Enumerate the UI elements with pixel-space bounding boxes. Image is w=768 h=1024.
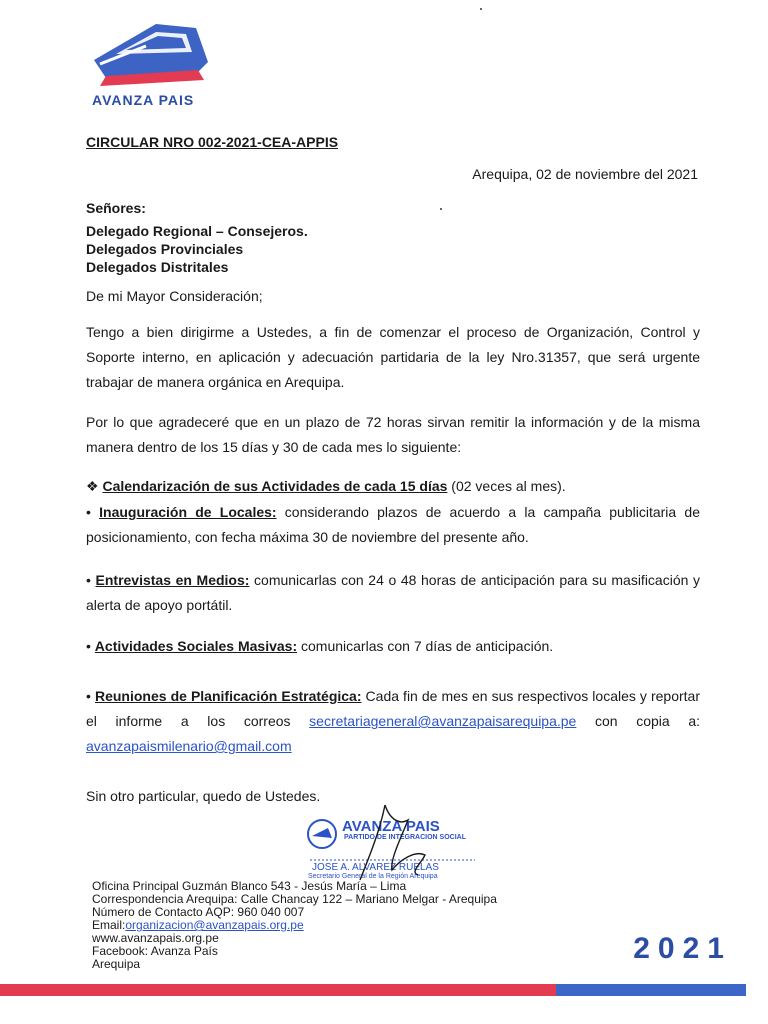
addressee-line: Delegados Distritales xyxy=(86,259,229,275)
body-paragraph: Tengo a bien dirigirme a Ustedes, a fin de comenzar el proceso de Organización, Control y Soporte interno, en aplicación y adecuación partidaria de la ley Nro.31357, que será urgente trabajar de manera orgánica en Arequipa. xyxy=(86,324,700,390)
list-item xyxy=(86,500,700,550)
logo-text: AVANZA PAIS xyxy=(92,92,195,108)
item-title: Inauguración de Locales: xyxy=(99,504,277,520)
stamp-signer: JOSE A. ALVAREZ RUELAS xyxy=(312,862,439,873)
list-item xyxy=(86,634,700,659)
addressee-line: Delegados Provinciales xyxy=(86,241,244,257)
footer-correspondence: Correspondencia Arequipa: Calle Chancay 122 – Mariano Melgar - Arequipa xyxy=(92,892,497,906)
circular-title: CIRCULAR NRO 002-2021-CEA-APPIS xyxy=(86,134,339,150)
footer-city: Arequipa xyxy=(92,957,141,971)
footer-email: Email:organizacion@avanzapais.org.pe xyxy=(92,918,304,932)
list-item xyxy=(86,684,700,759)
footer-office: Oficina Principal Guzmán Blanco 543 - Jesús María – Lima xyxy=(92,879,407,893)
item-text: comunicarlas con 7 días de anticipación. xyxy=(297,638,554,654)
footer-bar-red xyxy=(0,984,556,996)
footer-contact xyxy=(92,880,497,971)
date-line: Arequipa, 02 de noviembre del 2021 xyxy=(472,166,698,182)
footer-facebook: Facebook: Avanza País xyxy=(92,944,218,958)
salutation: Señores: xyxy=(86,200,146,216)
item-text: comunicarlas con 24 o 48 horas de anticipación para su masificación y alerta de apoyo portátil. xyxy=(86,572,700,613)
speck xyxy=(440,208,442,210)
greeting: De mi Mayor Consideración; xyxy=(86,288,263,304)
bullet-icon: • xyxy=(86,638,91,654)
footer-bar-blue xyxy=(556,984,746,996)
footer-phone: Número de Contacto AQP: 960 040 007 xyxy=(92,905,305,919)
item-title: Actividades Sociales Masivas: xyxy=(94,638,298,654)
year-label: 2021 xyxy=(633,932,732,965)
footer-website: www.avanzapais.org.pe xyxy=(92,931,219,945)
list-item xyxy=(86,474,700,499)
email-link-secretaria[interactable]: secretariageneral@avanzapaisarequipa.pe xyxy=(309,713,577,729)
body-paragraph: Por lo que agradeceré que en un plazo de 72 horas sirvan remitir la información y de la misma manera dentro de los 15 días y 30 de cada mes lo siguiente: xyxy=(86,414,700,455)
bullet-icon: • xyxy=(86,688,91,704)
signature-icon xyxy=(330,800,470,890)
item-text: con copia a: xyxy=(576,713,700,729)
list-item xyxy=(86,568,700,618)
addressee-line: Delegado Regional – Consejeros. xyxy=(86,223,308,239)
stamp-name: AVANZA PAIS xyxy=(342,818,440,835)
item-title: Calendarización de sus Actividades de cada 15 días xyxy=(102,478,448,494)
item-text: (02 veces al mes). xyxy=(447,478,566,494)
item-text: considerando plazos de acuerdo a la campaña publicitaria de posicionamiento, con fecha máxima 30 de noviembre del presente año. xyxy=(86,504,700,545)
footer-email-link[interactable]: organizacion@avanzapais.org.pe xyxy=(125,918,304,932)
item-title: Reuniones de Planificación Estratégica: xyxy=(94,688,362,704)
addressee-list xyxy=(86,222,308,276)
email-link-milenario[interactable]: avanzapaismilenario@gmail.com xyxy=(86,738,292,754)
closing-line: Sin otro particular, quedo de Ustedes. xyxy=(86,788,321,804)
stamp-role: Secretario General de la Región Arequipa xyxy=(308,873,438,880)
item-text: Cada fin de mes en sus respectivos locales y reportar el informe a los correos xyxy=(86,688,700,729)
bullet-icon: • xyxy=(86,504,91,520)
bullet-icon: • xyxy=(86,572,91,588)
stamp-subtitle: PARTIDO DE INTEGRACION SOCIAL xyxy=(344,834,466,841)
speck xyxy=(480,8,482,10)
item-title: Entrevistas en Medios: xyxy=(95,572,250,588)
diamond-bullet-icon: ❖ xyxy=(86,478,99,494)
